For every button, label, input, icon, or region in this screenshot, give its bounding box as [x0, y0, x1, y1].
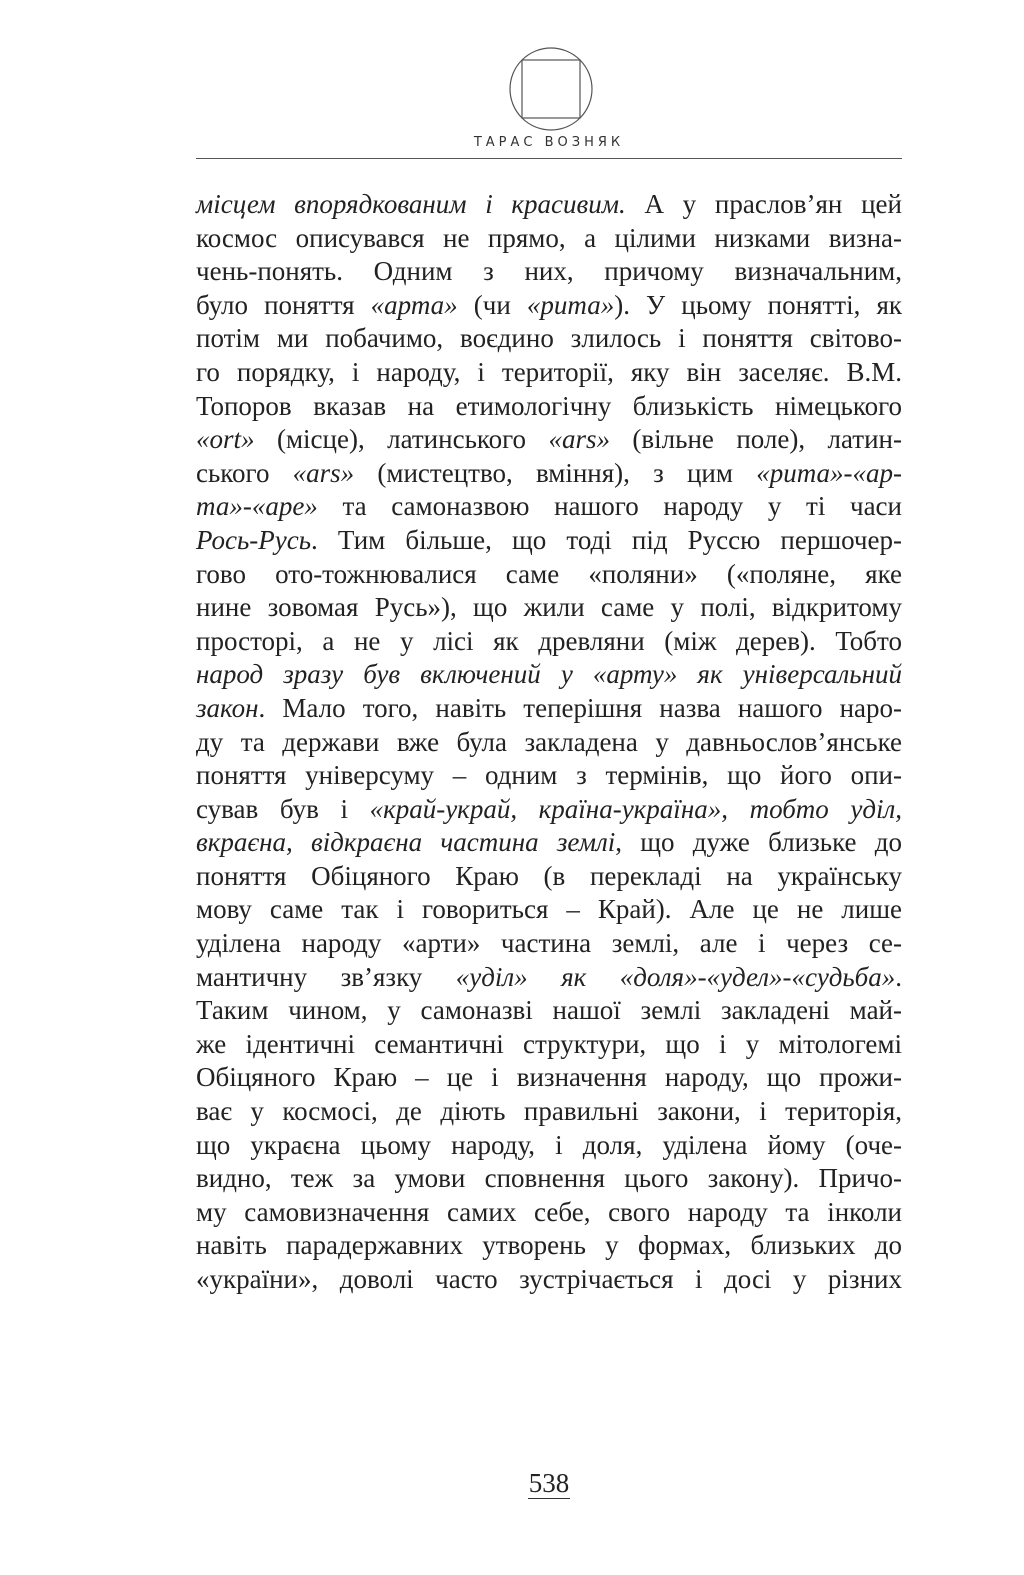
text-line	[196, 658, 902, 692]
text-line	[196, 558, 902, 592]
text-run: видно, теж за умови сповнення цього закону). Причо-	[196, 1163, 902, 1194]
text-line	[196, 222, 902, 256]
text-run: уділена народу «арти» частина землі, але і через се-	[196, 928, 902, 959]
text-line	[196, 1196, 902, 1230]
text-line	[196, 692, 902, 726]
text-line	[196, 893, 902, 927]
italic-text-run: «уділ» як «доля»-«удел»-«судьба»	[455, 961, 896, 992]
text-line	[196, 188, 902, 222]
text-run: потім ми побачимо, воєдино злилось і поняття світово-	[196, 323, 902, 354]
text-line	[196, 423, 902, 457]
text-line	[196, 961, 902, 995]
text-line	[196, 490, 902, 524]
text-line	[196, 759, 902, 793]
text-run: Топоров вказав на етимологічну близькість німецького	[196, 390, 902, 421]
text-run: мову саме так і говориться – Край). Але це не лише	[196, 894, 902, 925]
text-run: ). У цьому понятті, як	[614, 289, 902, 320]
text-run: Обіцяного Краю – це і визначення народу, що прожи-	[196, 1062, 902, 1093]
running-header-author: ТАРАС ВОЗНЯК	[473, 135, 625, 150]
text-run: му самовизначення самих себе, свого народу та інколи	[196, 1196, 902, 1227]
text-run: .	[895, 961, 903, 992]
text-line	[196, 1162, 902, 1196]
text-line	[196, 1061, 902, 1095]
text-run: ду та держави вже була закладена у давньослов’янське	[196, 726, 902, 757]
text-line	[196, 1095, 902, 1129]
italic-text-run: «ars»	[292, 457, 355, 488]
text-line	[196, 322, 902, 356]
text-run: . Мало того, навіть теперішня назва нашого наро-	[258, 692, 902, 723]
circle-square-emblem-icon	[508, 46, 594, 132]
text-line	[196, 591, 902, 625]
text-run: . Тим більше, що тоді під Руссю першочер-	[311, 524, 902, 555]
text-run: гово ото-тожнювалися саме «поляни» («поляне, яке	[196, 558, 902, 589]
italic-text-run: та»-«аре»	[196, 491, 318, 522]
text-line	[196, 255, 902, 289]
text-run: поняття Обіцяного Краю (в перекладі на українську	[196, 860, 902, 891]
text-run: «україни», доволі часто зустрічається і досі у різних	[196, 1264, 902, 1294]
text-run: навіть парадержавних утворень у формах, близьких до	[196, 1230, 902, 1261]
text-run: чень-понять. Одним з них, причому визначальним,	[196, 256, 902, 287]
italic-text-run: «рита»-«ар-	[756, 457, 902, 488]
text-line	[196, 1263, 902, 1297]
text-line	[196, 289, 902, 323]
italic-text-run: вкраєна, відкраєна частина землі	[196, 827, 616, 858]
text-run: (місце), латинського	[254, 424, 549, 455]
text-run: Таким чином, у самоназві нашої землі закладені май-	[196, 995, 902, 1026]
italic-text-run: Рось-Русь	[196, 524, 312, 555]
text-line	[196, 1129, 902, 1163]
italic-text-run: «арта»	[370, 289, 458, 320]
italic-text-run: «рита»	[526, 289, 615, 320]
text-line	[196, 1028, 902, 1062]
text-line	[196, 927, 902, 961]
text-run: (мистецтво, вміння), з цим	[354, 457, 757, 488]
text-run: поняття універсуму – одним з термінів, що його опи-	[196, 760, 902, 791]
text-run: було поняття	[196, 289, 371, 320]
text-line	[196, 1229, 902, 1263]
italic-text-run: народ зразу був включений у «арту» як універсальний	[196, 659, 902, 690]
text-line	[196, 826, 902, 860]
text-line	[196, 625, 902, 659]
text-line	[196, 994, 902, 1028]
text-run: нине зовомая Русь»), що жили саме у полі, відкритому	[196, 592, 902, 623]
italic-text-run: «ars»	[548, 424, 610, 455]
text-run: го порядку, і народу, і території, яку він заселяє. В.М.	[196, 356, 902, 387]
text-line	[196, 726, 902, 760]
text-run: А у праслов’ян цей	[625, 189, 902, 219]
header-divider	[196, 158, 902, 159]
text-run: що украєна цьому народу, і доля, уділена йому (оче-	[196, 1129, 902, 1160]
text-run: (чи	[457, 289, 527, 320]
page-number	[196, 1468, 902, 1499]
text-run: же ідентичні семантичні структури, що і у мітологемі	[196, 1028, 902, 1059]
italic-text-run: закон	[196, 692, 259, 723]
text-line	[196, 524, 902, 558]
text-run: (вільне поле), латин-	[609, 424, 902, 455]
text-line	[196, 356, 902, 390]
text-run: мантичну зв’язку	[196, 961, 456, 992]
text-run: ває у космосі, де діють правильні закони, і територія,	[196, 1096, 902, 1127]
text-run: та самоназвою нашого народу у ті часи	[317, 491, 902, 522]
italic-text-run: «ort»	[196, 424, 255, 455]
text-run: сував був і	[196, 793, 370, 824]
text-line	[196, 390, 902, 424]
text-line	[196, 860, 902, 894]
text-run: , що дуже близьке до	[615, 827, 902, 858]
text-line	[196, 457, 902, 491]
body-text	[196, 188, 902, 1297]
italic-text-run: місцем впорядкованим і красивим.	[196, 189, 626, 219]
text-line	[196, 793, 902, 827]
page-number-value: 538	[528, 1468, 570, 1498]
text-run: просторі, а не у лісі як древляни (між дерев). Тобто	[196, 625, 902, 656]
text-run: космос описувався не прямо, а цілими низками визна-	[196, 222, 902, 253]
text-run: ського	[196, 457, 293, 488]
italic-text-run: «край-украй, країна-україна», тобто уділ,	[369, 793, 902, 824]
